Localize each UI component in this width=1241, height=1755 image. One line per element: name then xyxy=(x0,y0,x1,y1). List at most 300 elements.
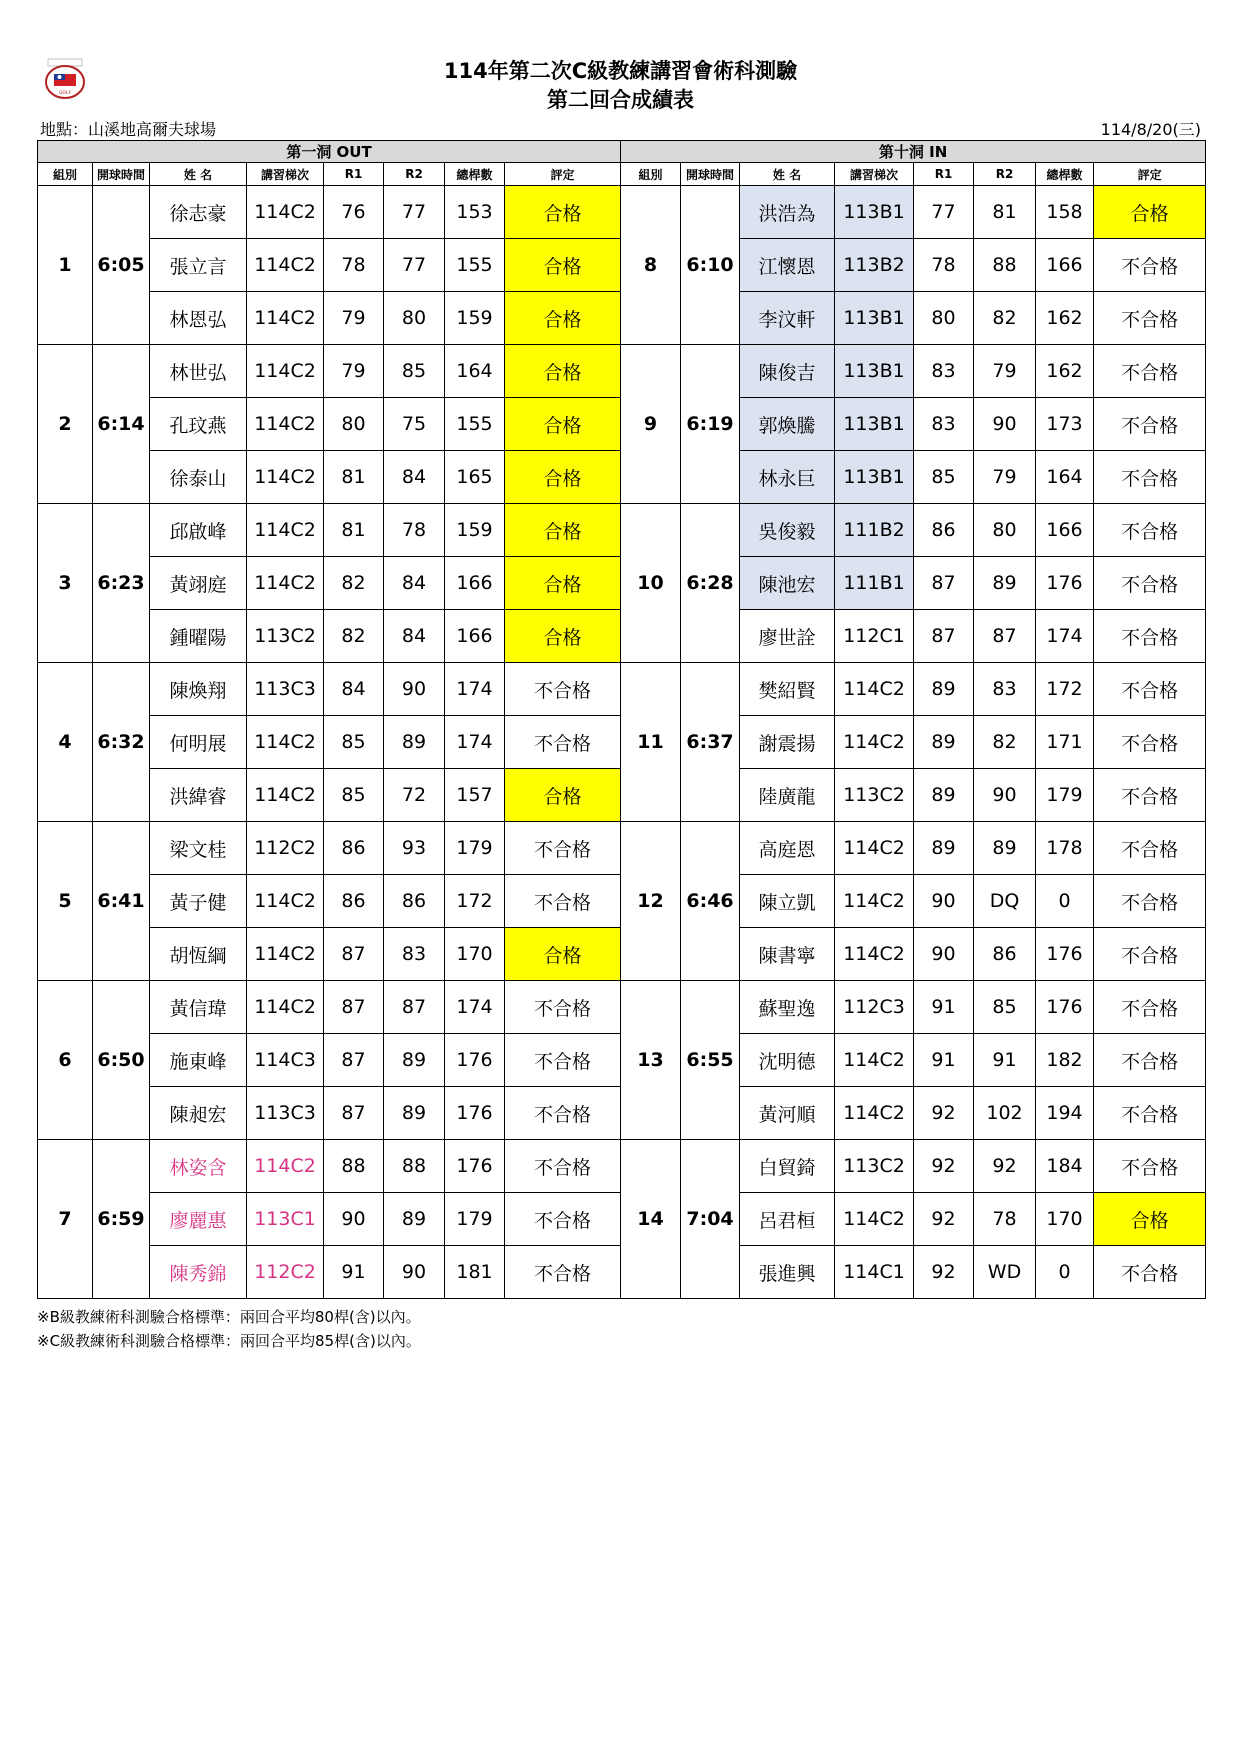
round2-score: 84 xyxy=(384,610,445,663)
total-score: 178 xyxy=(1036,822,1094,875)
round2-score: 79 xyxy=(974,451,1036,504)
player-name: 張立言 xyxy=(150,239,247,292)
result-status: 不合格 xyxy=(1094,981,1206,1034)
player-name: 黃河順 xyxy=(740,1087,835,1140)
round2-score: 80 xyxy=(974,504,1036,557)
total-score: 162 xyxy=(1036,345,1094,398)
result-status: 合格 xyxy=(505,610,621,663)
total-score: 179 xyxy=(445,1193,505,1246)
round2-score: 72 xyxy=(384,769,445,822)
round1-score: 86 xyxy=(914,504,974,557)
total-score: 174 xyxy=(445,663,505,716)
tee-time: 6:55 xyxy=(681,981,740,1140)
player-name: 陳池宏 xyxy=(740,557,835,610)
round1-score: 92 xyxy=(914,1246,974,1299)
column-header: 姓 名 xyxy=(740,163,835,186)
table-row xyxy=(38,663,1206,716)
total-score: 159 xyxy=(445,504,505,557)
player-name: 高庭恩 xyxy=(740,822,835,875)
round1-score: 85 xyxy=(324,769,384,822)
training-batch: 114C2 xyxy=(247,345,324,398)
round2-score: 102 xyxy=(974,1087,1036,1140)
round1-score: 87 xyxy=(324,1034,384,1087)
total-score: 164 xyxy=(445,345,505,398)
round1-score: 76 xyxy=(324,186,384,239)
round2-score: 77 xyxy=(384,239,445,292)
result-status: 合格 xyxy=(505,504,621,557)
total-score: 174 xyxy=(1036,610,1094,663)
training-batch: 114C2 xyxy=(247,292,324,345)
round2-score: 92 xyxy=(974,1140,1036,1193)
training-batch: 114C2 xyxy=(247,398,324,451)
round1-score: 79 xyxy=(324,292,384,345)
training-batch: 114C2 xyxy=(247,928,324,981)
table-row xyxy=(38,345,1206,398)
group-number: 7 xyxy=(38,1140,93,1299)
result-status: 合格 xyxy=(505,398,621,451)
round1-score: 79 xyxy=(324,345,384,398)
table-row xyxy=(38,504,1206,557)
round2-score: 89 xyxy=(384,1193,445,1246)
player-name: 鍾曜陽 xyxy=(150,610,247,663)
round1-score: 90 xyxy=(324,1193,384,1246)
table-row xyxy=(38,1140,1206,1193)
round1-score: 77 xyxy=(914,186,974,239)
round2-score: 75 xyxy=(384,398,445,451)
training-batch: 112C2 xyxy=(247,822,324,875)
result-status: 合格 xyxy=(505,345,621,398)
total-score: 166 xyxy=(445,610,505,663)
training-batch: 113C2 xyxy=(835,1140,914,1193)
training-batch: 113C2 xyxy=(835,769,914,822)
total-score: 165 xyxy=(445,451,505,504)
player-name: 李汶軒 xyxy=(740,292,835,345)
result-status: 不合格 xyxy=(1094,1140,1206,1193)
player-name: 白貿錡 xyxy=(740,1140,835,1193)
result-status: 不合格 xyxy=(1094,557,1206,610)
result-status: 不合格 xyxy=(1094,239,1206,292)
round2-score: 80 xyxy=(384,292,445,345)
total-score: 176 xyxy=(1036,557,1094,610)
section-in-header: 第十洞 IN xyxy=(621,141,1206,163)
total-score: 159 xyxy=(445,292,505,345)
result-status: 合格 xyxy=(505,557,621,610)
training-batch: 112C3 xyxy=(835,981,914,1034)
tee-time: 7:04 xyxy=(681,1140,740,1299)
total-score: 176 xyxy=(445,1140,505,1193)
date-label: 114/8/20(三) xyxy=(1100,120,1201,139)
total-score: 0 xyxy=(1036,875,1094,928)
svg-text:GOLF: GOLF xyxy=(58,91,72,96)
group-number: 14 xyxy=(621,1140,681,1299)
round2-score: 84 xyxy=(384,557,445,610)
total-score: 153 xyxy=(445,186,505,239)
player-name: 陳書寧 xyxy=(740,928,835,981)
tee-time: 6:14 xyxy=(93,345,150,504)
total-score: 182 xyxy=(1036,1034,1094,1087)
result-status: 不合格 xyxy=(1094,451,1206,504)
round2-score: 83 xyxy=(974,663,1036,716)
group-number: 4 xyxy=(38,663,93,822)
note-b-standard: ※B級教練術科測驗合格標準：兩回合平均80桿(含)以內。 xyxy=(37,1308,421,1326)
round1-score: 86 xyxy=(324,822,384,875)
total-score: 170 xyxy=(445,928,505,981)
group-number: 3 xyxy=(38,504,93,663)
round1-score: 82 xyxy=(324,610,384,663)
group-number: 10 xyxy=(621,504,681,663)
result-status: 合格 xyxy=(505,451,621,504)
training-batch: 114C2 xyxy=(835,716,914,769)
total-score: 170 xyxy=(1036,1193,1094,1246)
result-status: 不合格 xyxy=(1094,769,1206,822)
group-number: 13 xyxy=(621,981,681,1140)
group-number: 11 xyxy=(621,663,681,822)
training-batch: 113C3 xyxy=(247,1087,324,1140)
training-batch: 114C2 xyxy=(835,875,914,928)
result-status: 不合格 xyxy=(1094,504,1206,557)
training-batch: 114C2 xyxy=(247,557,324,610)
player-name: 施東峰 xyxy=(150,1034,247,1087)
total-score: 176 xyxy=(1036,981,1094,1034)
training-batch: 113B2 xyxy=(835,239,914,292)
player-name: 謝震揚 xyxy=(740,716,835,769)
total-score: 184 xyxy=(1036,1140,1094,1193)
result-status: 不合格 xyxy=(505,981,621,1034)
round1-score: 86 xyxy=(324,875,384,928)
player-name: 胡恆綱 xyxy=(150,928,247,981)
round1-score: 85 xyxy=(914,451,974,504)
player-name: 梁文桂 xyxy=(150,822,247,875)
player-name: 洪緯睿 xyxy=(150,769,247,822)
player-name: 江懷恩 xyxy=(740,239,835,292)
table-row xyxy=(38,186,1206,239)
column-header: 評定 xyxy=(505,163,621,186)
round1-score: 87 xyxy=(914,610,974,663)
tee-time: 6:41 xyxy=(93,822,150,981)
total-score: 166 xyxy=(1036,504,1094,557)
tee-time: 6:28 xyxy=(681,504,740,663)
round2-score: 82 xyxy=(974,716,1036,769)
result-status: 不合格 xyxy=(1094,610,1206,663)
total-score: 162 xyxy=(1036,292,1094,345)
document-title: 114年第二次C級教練講習會術科測驗 xyxy=(443,59,798,83)
total-score: 176 xyxy=(1036,928,1094,981)
column-header: 總桿數 xyxy=(445,163,505,186)
player-name: 陳煥翔 xyxy=(150,663,247,716)
total-score: 176 xyxy=(445,1034,505,1087)
round1-score: 80 xyxy=(324,398,384,451)
round1-score: 91 xyxy=(914,981,974,1034)
result-status: 不合格 xyxy=(1094,398,1206,451)
player-name: 何明展 xyxy=(150,716,247,769)
training-batch: 114C2 xyxy=(247,875,324,928)
result-status: 不合格 xyxy=(1094,822,1206,875)
round2-score: WD xyxy=(974,1246,1036,1299)
group-number: 6 xyxy=(38,981,93,1140)
training-batch: 113C1 xyxy=(247,1193,324,1246)
column-header: R2 xyxy=(384,163,445,186)
total-score: 164 xyxy=(1036,451,1094,504)
round2-score: 87 xyxy=(384,981,445,1034)
round2-score: 88 xyxy=(974,239,1036,292)
player-name: 陳俊吉 xyxy=(740,345,835,398)
round2-score: 78 xyxy=(974,1193,1036,1246)
player-name: 呂君桓 xyxy=(740,1193,835,1246)
total-score: 158 xyxy=(1036,186,1094,239)
total-score: 171 xyxy=(1036,716,1094,769)
total-score: 157 xyxy=(445,769,505,822)
player-name: 陸廣龍 xyxy=(740,769,835,822)
round1-score: 81 xyxy=(324,504,384,557)
group-number: 5 xyxy=(38,822,93,981)
column-header: 講習梯次 xyxy=(835,163,914,186)
round2-score: 93 xyxy=(384,822,445,875)
total-score: 155 xyxy=(445,398,505,451)
player-name: 廖麗惠 xyxy=(150,1193,247,1246)
player-name: 樊紹賢 xyxy=(740,663,835,716)
group-number: 2 xyxy=(38,345,93,504)
tee-time: 6:19 xyxy=(681,345,740,504)
training-batch: 114C2 xyxy=(835,663,914,716)
player-name: 陳秀錦 xyxy=(150,1246,247,1299)
round1-score: 90 xyxy=(914,928,974,981)
player-name: 黃子健 xyxy=(150,875,247,928)
training-batch: 114C2 xyxy=(247,769,324,822)
tee-time: 6:59 xyxy=(93,1140,150,1299)
player-name: 徐泰山 xyxy=(150,451,247,504)
tee-time: 6:32 xyxy=(93,663,150,822)
result-status: 不合格 xyxy=(505,1246,621,1299)
tee-time: 6:05 xyxy=(93,186,150,345)
result-status: 不合格 xyxy=(1094,928,1206,981)
total-score: 0 xyxy=(1036,1246,1094,1299)
column-header: R1 xyxy=(914,163,974,186)
total-score: 166 xyxy=(445,557,505,610)
training-batch: 114C3 xyxy=(247,1034,324,1087)
round2-score: 91 xyxy=(974,1034,1036,1087)
result-status: 不合格 xyxy=(505,1193,621,1246)
round1-score: 78 xyxy=(914,239,974,292)
training-batch: 114C2 xyxy=(247,981,324,1034)
round1-score: 92 xyxy=(914,1193,974,1246)
round1-score: 92 xyxy=(914,1140,974,1193)
round1-score: 83 xyxy=(914,398,974,451)
training-batch: 114C2 xyxy=(835,1193,914,1246)
player-name: 郭煥騰 xyxy=(740,398,835,451)
round2-score: 86 xyxy=(384,875,445,928)
total-score: 174 xyxy=(445,981,505,1034)
column-header: 總桿數 xyxy=(1036,163,1094,186)
player-name: 張進興 xyxy=(740,1246,835,1299)
round1-score: 87 xyxy=(914,557,974,610)
result-status: 合格 xyxy=(505,769,621,822)
round2-score: 89 xyxy=(974,557,1036,610)
player-name: 蘇聖逸 xyxy=(740,981,835,1034)
total-score: 172 xyxy=(445,875,505,928)
round2-score: 77 xyxy=(384,186,445,239)
round2-score: DQ xyxy=(974,875,1036,928)
round2-score: 88 xyxy=(384,1140,445,1193)
training-batch: 114C1 xyxy=(835,1246,914,1299)
group-number: 12 xyxy=(621,822,681,981)
round1-score: 89 xyxy=(914,822,974,875)
round1-score: 91 xyxy=(914,1034,974,1087)
training-batch: 113C2 xyxy=(247,610,324,663)
round2-score: 78 xyxy=(384,504,445,557)
result-status: 不合格 xyxy=(1094,345,1206,398)
result-status: 不合格 xyxy=(505,822,621,875)
result-status: 不合格 xyxy=(1094,1034,1206,1087)
result-status: 不合格 xyxy=(505,716,621,769)
result-status: 合格 xyxy=(505,928,621,981)
training-batch: 112C1 xyxy=(835,610,914,663)
result-status: 合格 xyxy=(1094,186,1206,239)
player-name: 林恩弘 xyxy=(150,292,247,345)
result-status: 不合格 xyxy=(1094,663,1206,716)
round1-score: 81 xyxy=(324,451,384,504)
round1-score: 85 xyxy=(324,716,384,769)
training-batch: 112C2 xyxy=(247,1246,324,1299)
result-status: 不合格 xyxy=(1094,1246,1206,1299)
result-status: 合格 xyxy=(505,186,621,239)
result-status: 合格 xyxy=(1094,1193,1206,1246)
player-name: 陳立凱 xyxy=(740,875,835,928)
total-score: 173 xyxy=(1036,398,1094,451)
player-name: 沈明德 xyxy=(740,1034,835,1087)
training-batch: 114C2 xyxy=(247,504,324,557)
round1-score: 91 xyxy=(324,1246,384,1299)
total-score: 174 xyxy=(445,716,505,769)
table-row xyxy=(38,822,1206,875)
column-header: 組別 xyxy=(38,163,93,186)
column-header: R1 xyxy=(324,163,384,186)
player-name: 黃信瑋 xyxy=(150,981,247,1034)
total-score: 176 xyxy=(445,1087,505,1140)
total-score: 179 xyxy=(445,822,505,875)
total-score: 194 xyxy=(1036,1087,1094,1140)
result-status: 不合格 xyxy=(1094,716,1206,769)
player-name: 洪浩為 xyxy=(740,186,835,239)
training-batch: 113B1 xyxy=(835,292,914,345)
result-status: 合格 xyxy=(505,292,621,345)
total-score: 155 xyxy=(445,239,505,292)
round2-score: 89 xyxy=(974,822,1036,875)
result-status: 不合格 xyxy=(505,875,621,928)
round2-score: 90 xyxy=(974,769,1036,822)
round2-score: 85 xyxy=(384,345,445,398)
group-number: 8 xyxy=(621,186,681,345)
round1-score: 87 xyxy=(324,981,384,1034)
training-batch: 111B2 xyxy=(835,504,914,557)
round1-score: 82 xyxy=(324,557,384,610)
round2-score: 90 xyxy=(974,398,1036,451)
total-score: 166 xyxy=(1036,239,1094,292)
player-name: 徐志豪 xyxy=(150,186,247,239)
player-name: 孔玟燕 xyxy=(150,398,247,451)
training-batch: 114C2 xyxy=(247,451,324,504)
training-batch: 114C2 xyxy=(247,239,324,292)
round1-score: 88 xyxy=(324,1140,384,1193)
total-score: 172 xyxy=(1036,663,1094,716)
column-header: 講習梯次 xyxy=(247,163,324,186)
round1-score: 87 xyxy=(324,1087,384,1140)
result-status: 不合格 xyxy=(505,1034,621,1087)
player-name: 廖世詮 xyxy=(740,610,835,663)
result-status: 不合格 xyxy=(1094,1087,1206,1140)
result-status: 不合格 xyxy=(505,663,621,716)
training-batch: 114C2 xyxy=(835,822,914,875)
player-name: 邱啟峰 xyxy=(150,504,247,557)
round1-score: 87 xyxy=(324,928,384,981)
round2-score: 83 xyxy=(384,928,445,981)
round1-score: 89 xyxy=(914,663,974,716)
score-table xyxy=(37,140,1206,1299)
training-batch: 113B1 xyxy=(835,451,914,504)
training-batch: 113B1 xyxy=(835,345,914,398)
round1-score: 89 xyxy=(914,716,974,769)
round1-score: 89 xyxy=(914,769,974,822)
tee-time: 6:37 xyxy=(681,663,740,822)
column-header: 評定 xyxy=(1094,163,1206,186)
column-header: 姓 名 xyxy=(150,163,247,186)
training-batch: 113B1 xyxy=(835,398,914,451)
result-status: 合格 xyxy=(505,239,621,292)
round2-score: 90 xyxy=(384,1246,445,1299)
notes xyxy=(37,1305,421,1353)
location-label: 地點：山溪地高爾夫球場 xyxy=(40,120,217,139)
round2-score: 89 xyxy=(384,1034,445,1087)
round1-score: 92 xyxy=(914,1087,974,1140)
round1-score: 90 xyxy=(914,875,974,928)
result-status: 不合格 xyxy=(1094,875,1206,928)
training-batch: 114C2 xyxy=(247,716,324,769)
round1-score: 83 xyxy=(914,345,974,398)
round1-score: 84 xyxy=(324,663,384,716)
player-name: 陳昶宏 xyxy=(150,1087,247,1140)
player-name: 林永巨 xyxy=(740,451,835,504)
column-header: R2 xyxy=(974,163,1036,186)
column-header: 開球時間 xyxy=(681,163,740,186)
total-score: 179 xyxy=(1036,769,1094,822)
round2-score: 89 xyxy=(384,716,445,769)
group-number: 1 xyxy=(38,186,93,345)
round2-score: 84 xyxy=(384,451,445,504)
training-batch: 114C2 xyxy=(835,928,914,981)
round2-score: 86 xyxy=(974,928,1036,981)
result-status: 不合格 xyxy=(1094,292,1206,345)
training-batch: 113C3 xyxy=(247,663,324,716)
player-name: 黃翊庭 xyxy=(150,557,247,610)
column-header: 開球時間 xyxy=(93,163,150,186)
training-batch: 114C2 xyxy=(247,1140,324,1193)
tee-time: 6:23 xyxy=(93,504,150,663)
tee-time: 6:10 xyxy=(681,186,740,345)
tee-time: 6:46 xyxy=(681,822,740,981)
group-number: 9 xyxy=(621,345,681,504)
round1-score: 78 xyxy=(324,239,384,292)
total-score: 181 xyxy=(445,1246,505,1299)
note-c-standard: ※C級教練術科測驗合格標準：兩回合平均85桿(含)以內。 xyxy=(37,1332,421,1350)
training-batch: 113B1 xyxy=(835,186,914,239)
result-status: 不合格 xyxy=(505,1087,621,1140)
round2-score: 82 xyxy=(974,292,1036,345)
result-status: 不合格 xyxy=(505,1140,621,1193)
training-batch: 114C2 xyxy=(835,1034,914,1087)
round2-score: 79 xyxy=(974,345,1036,398)
table-row xyxy=(38,981,1206,1034)
tee-time: 6:50 xyxy=(93,981,150,1140)
round2-score: 89 xyxy=(384,1087,445,1140)
